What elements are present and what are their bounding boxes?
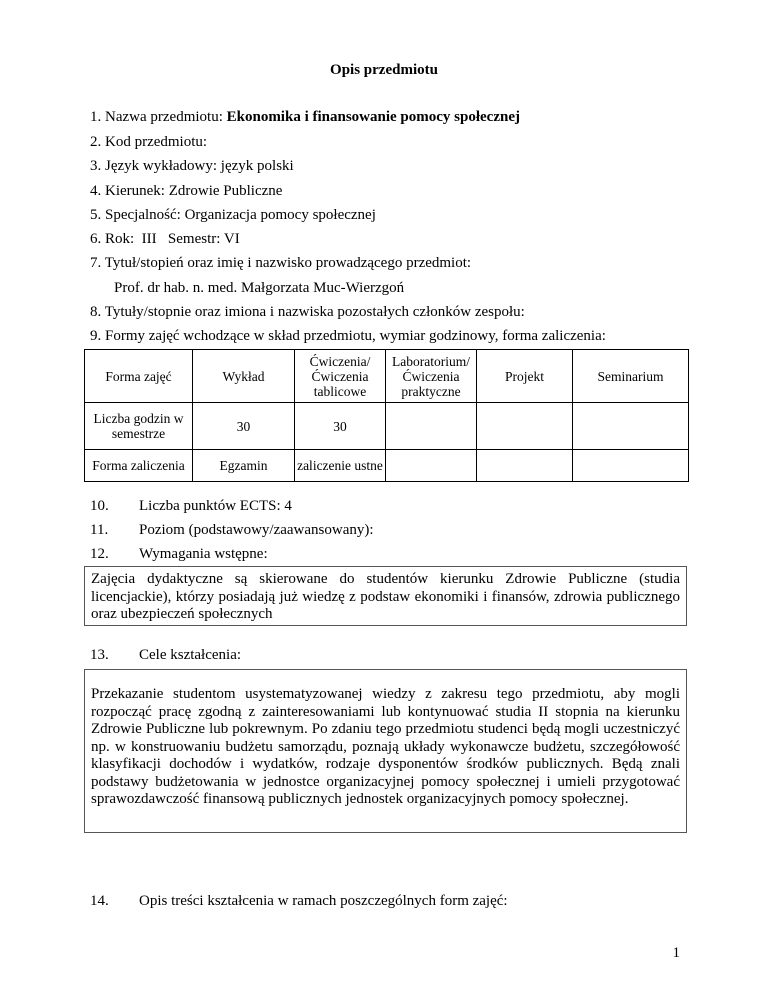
item-3: 3. Język wykładowy: język polski — [90, 158, 294, 174]
item-6: 6. Rok: III Semestr: VI — [90, 231, 240, 247]
table-header-row — [85, 350, 689, 403]
goals-label: Cele kształcenia: — [139, 647, 242, 663]
header-cell: Projekt — [477, 350, 573, 403]
table-cell — [477, 403, 573, 450]
table-cell: 30 — [193, 403, 295, 450]
item-7: 7. Tytuł/stopień oraz imię i nazwisko prowadzącego przedmiot: — [90, 255, 472, 271]
course-forms-table — [84, 349, 689, 482]
header-cell: Forma zajęć — [85, 350, 193, 403]
item-12-number: 12. — [90, 546, 109, 562]
requirements-box: Zajęcia dydaktyczne są skierowane do studentów kierunku Zdrowie Publiczne (studia licencjackie), którzy posiadają już wiedzę z podstaw ekonomiki i finansów, zdrowia publicznego oraz ubezpieczeń społecznych — [84, 566, 687, 626]
requirements-label: Wymagania wstępne: — [139, 546, 268, 562]
item-4: 4. Kierunek: Zdrowie Publiczne — [90, 183, 283, 199]
item-9: 9. Formy zajęć wchodzące w skład przedmiotu, wymiar godzinowy, forma zaliczenia: — [90, 328, 606, 344]
item-11-number: 11. — [90, 522, 109, 538]
item-14-number: 14. — [90, 893, 109, 909]
item-1 — [90, 109, 520, 126]
course-name: Ekonomika i finansowanie pomocy społecznej — [226, 109, 520, 125]
table-cell — [477, 450, 573, 482]
page-number: 1 — [672, 945, 680, 961]
table-cell — [573, 450, 689, 482]
lecturer-name: Prof. dr hab. n. med. Małgorzata Muc-Wierzgoń — [114, 280, 405, 296]
item-1-label: 1. Nazwa przedmiotu: — [90, 109, 227, 125]
table-cell: zaliczenie ustne — [295, 450, 386, 482]
content-description-label: Opis treści kształcenia w ramach poszczególnych form zajęć: — [139, 893, 508, 909]
item-8: 8. Tytuły/stopnie oraz imiona i nazwiska pozostałych członków zespołu: — [90, 304, 525, 320]
item-5: 5. Specjalność: Organizacja pomocy społecznej — [90, 207, 376, 223]
table-row — [85, 450, 689, 482]
level-label: Poziom (podstawowy/zaawansowany): — [139, 522, 374, 538]
table-cell — [386, 450, 477, 482]
table-cell: Forma zaliczenia — [85, 450, 193, 482]
table-row — [85, 403, 689, 450]
ects-points: Liczba punktów ECTS: 4 — [139, 498, 292, 514]
table-cell: 30 — [295, 403, 386, 450]
item-10-number: 10. — [90, 498, 109, 514]
header-cell: Seminarium — [573, 350, 689, 403]
header-cell: Wykład — [193, 350, 295, 403]
header-cell: Ćwiczenia/ Ćwiczenia tablicowe — [295, 350, 386, 403]
page-title: Opis przedmiotu — [330, 62, 438, 78]
header-cell: Laboratorium/ Ćwiczenia praktyczne — [386, 350, 477, 403]
table-cell: Liczba godzin w semestrze — [85, 403, 193, 450]
table-cell — [573, 403, 689, 450]
goals-box: Przekazanie studentom usystematyzowanej wiedzy z zakresu tego przedmiotu, aby mogli rozpocząć pracę zgodną z zainteresowaniami lub kontynuować studia II stopnia na kierunku Zdrowie Publiczne lub pokrewnym. Po zdaniu tego przedmiotu studenci będą mogli uczestniczyć np. w konstruowaniu budżetu samorządu, poznają układy wykonawcze budżetu, szczegółowość klasyfikacji dochodów i wydatków, rodzaje dysponentów środków publicznych. Będą znali podstawy budżetowania w jednostce organizacyjnej pomocy społecznej i umieli przygotować sprawozdawczość finansową publicznych jednostek organizacyjnych pomocy społecznej. — [84, 669, 687, 833]
item-13-number: 13. — [90, 647, 109, 663]
item-2: 2. Kod przedmiotu: — [90, 134, 208, 150]
table-cell: Egzamin — [193, 450, 295, 482]
table-cell — [386, 403, 477, 450]
